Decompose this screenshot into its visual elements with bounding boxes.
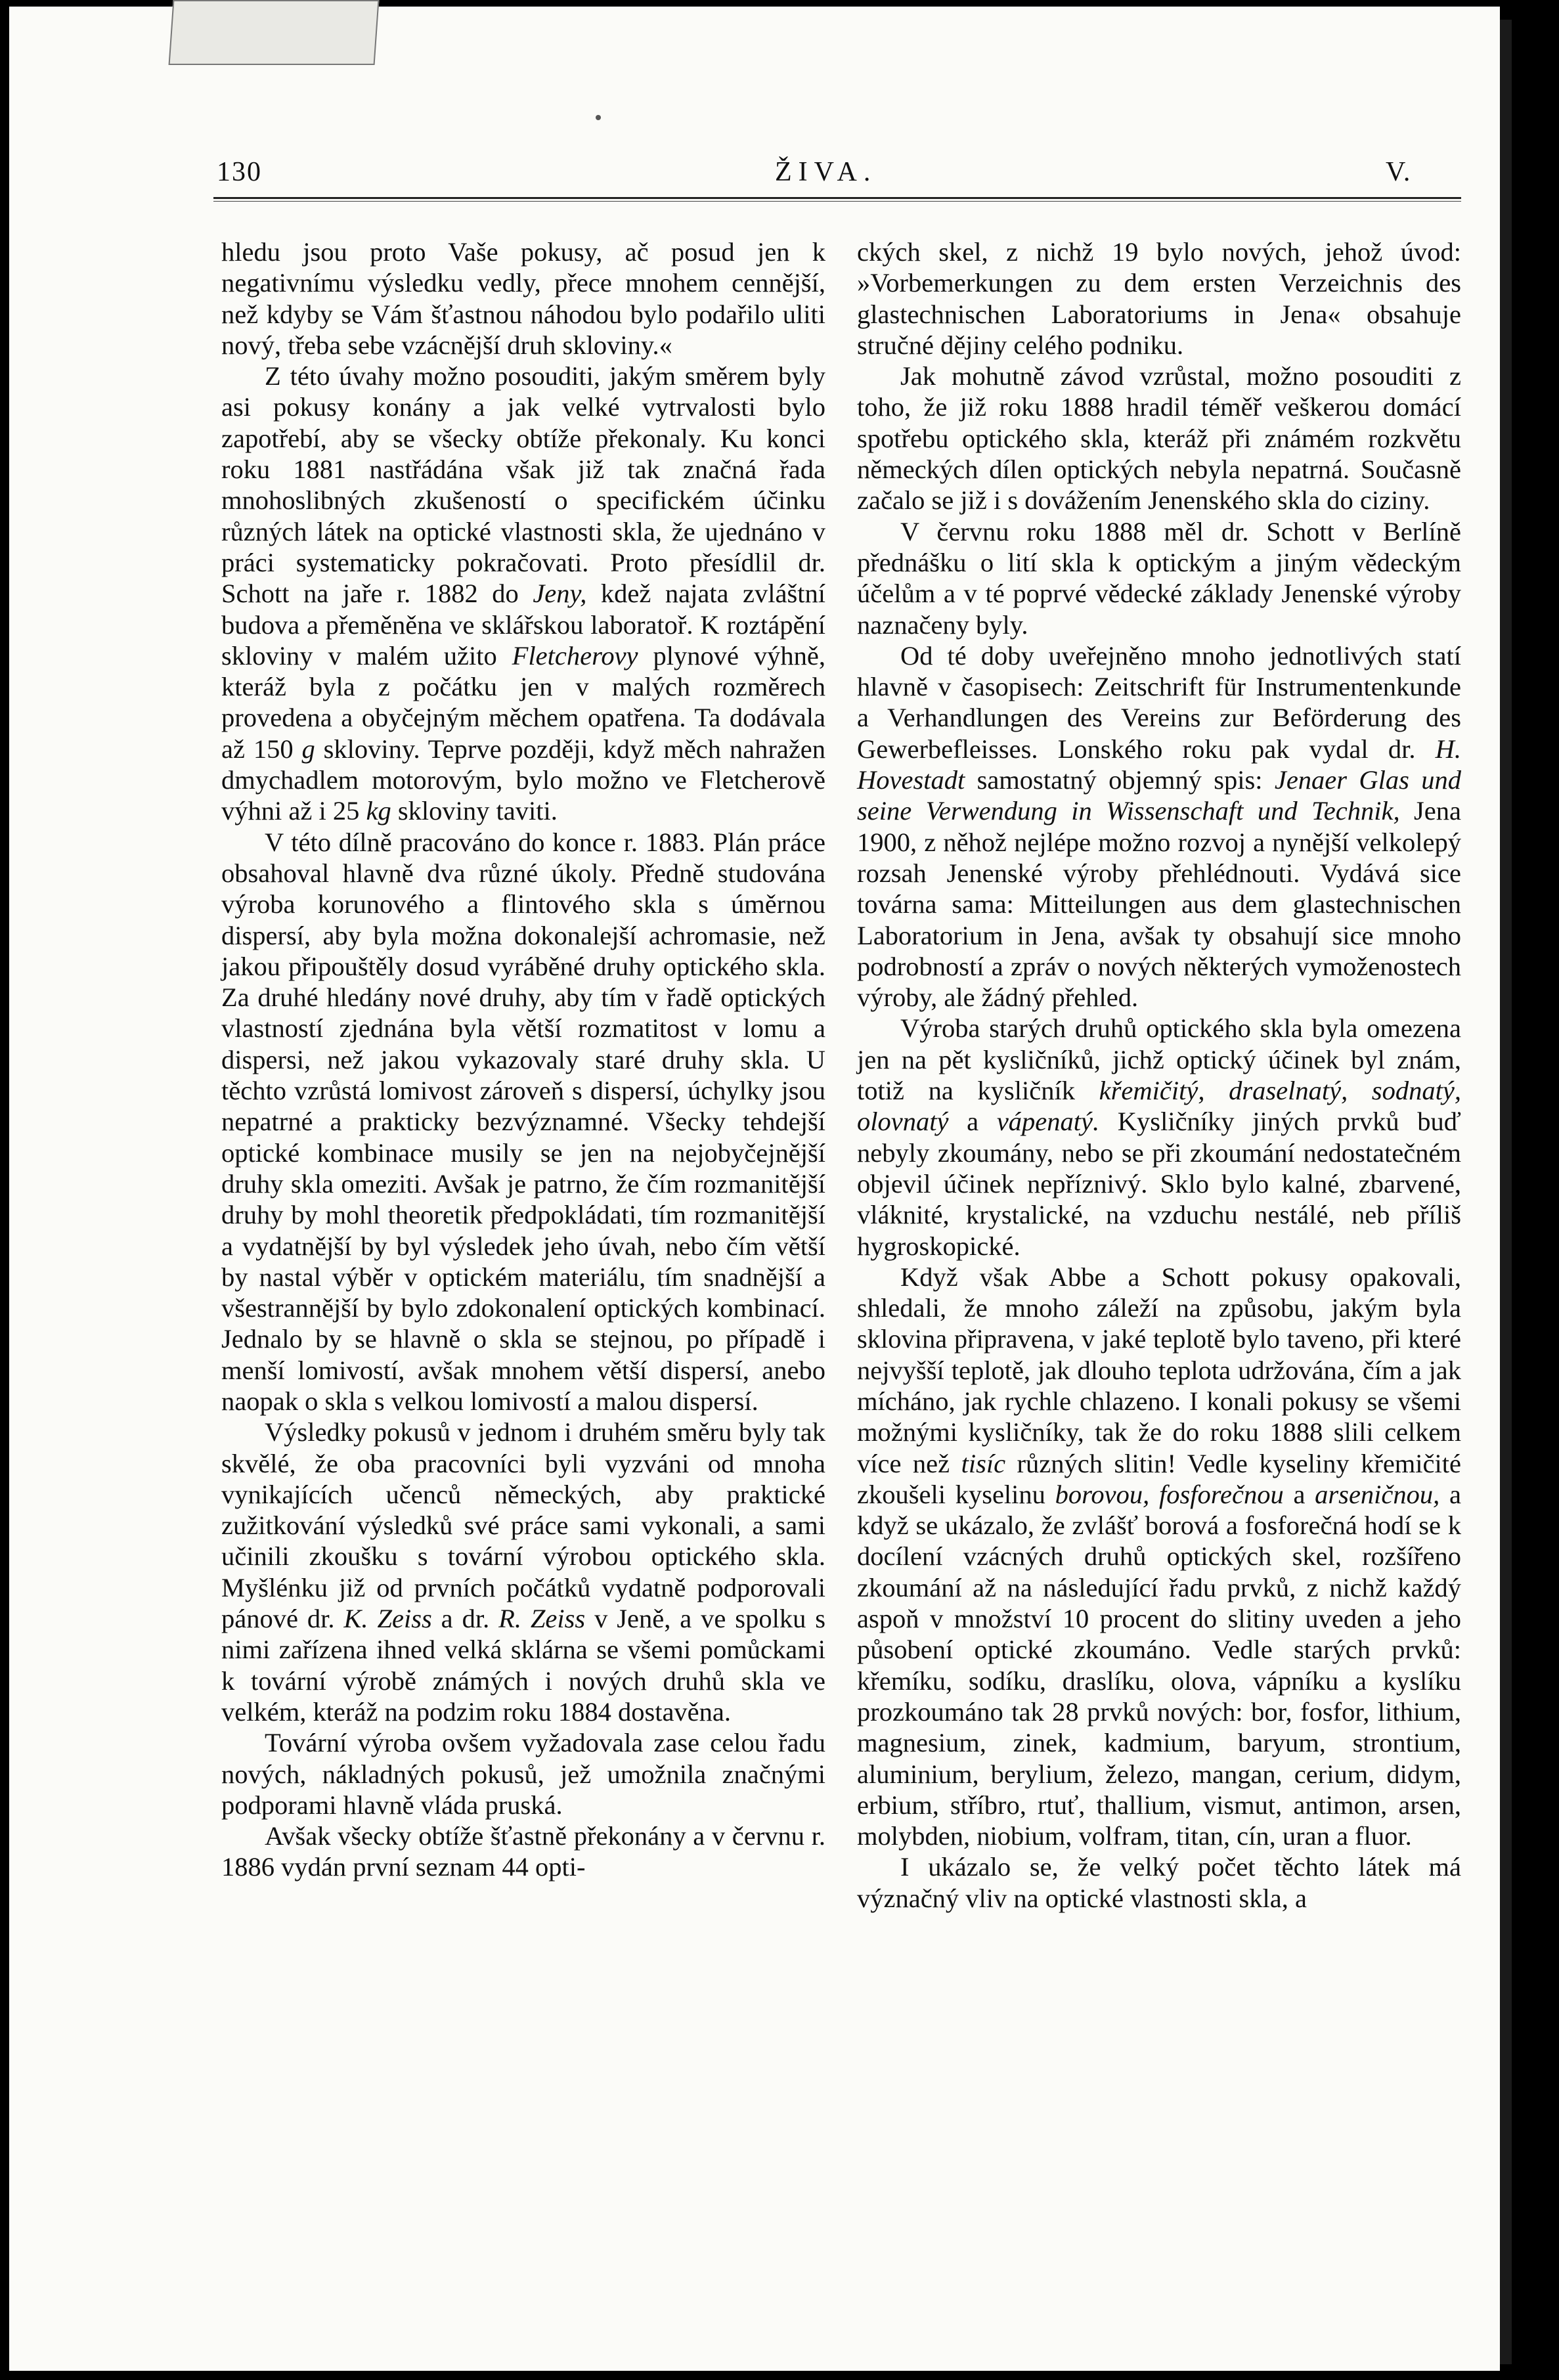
header-rule — [213, 197, 1461, 202]
italic-unit: kg — [366, 796, 391, 826]
italic-term: Fletcherovy — [512, 640, 638, 671]
paragraph: V této dílně pracováno do konce r. 1883. Plán práce obsahoval hlavně dva různé úkoly. Předně studována výroba korunového a flintového skla s úměrnou dispersí, aby byla možna dokonalejší achromasie, než jakou připouštěly dosud vyráběné druhy optického skla. Za druhé hledány nové druhy, aby tím v řadě optických vlastností zjednána byla větší rozmatitost v lomu a dispersi, než jakou vykazovaly staré druhy skla. U těchto vzrůstá lomivost zároveň s dispersí, úchylky jsou nepatrné a prakticky bezvýznamné. Všecky tehdejší optické kombinace musily se jen na nejobyčejnější druhy skla omeziti. Avšak je patrno, že čím rozmanitější druhy by mohl theoretik předpokládati, tím rozmanitější a vydatnější by byl výsledek jeho úvah, nebo čím větší by nastal výběr v optickém materiálu, tím snadnější a všestrannější by bylo zdokonalení optických kombinací. Jednalo by se hlavně o skla se stejnou, po případě i menší lomivostí, avšak mnohem větší dispersí, anebo naopak o skla s velkou lomivostí a malou dispersí. — [221, 827, 825, 1416]
italic-unit: g — [301, 734, 315, 764]
paragraph: I ukázalo se, že velký počet těchto látek má význačný vliv na optické vlastnosti skla, a — [857, 1852, 1461, 1913]
italic-name: H. Hovestadt — [857, 734, 1461, 795]
scan-speck — [596, 115, 601, 120]
italic-term: vápenatý. — [996, 1107, 1100, 1137]
left-column — [221, 236, 825, 1883]
paragraph: Výsledky pokusů v jednom i druhém směru byly tak skvělé, že oba pracovníci byli vyzváni od mnoha vynikajících učenců německých, aby praktické zužitkování výsledků své práce sami vykonali, a sami učinili zkoušku s tovární výrobou optického skla. Myšlénku již od prvních počátků vydatně podporovali pánové dr. K. Zeiss a dr. R. Zeiss v Jeně, a ve spolku s nimi zařízena ihned velká sklárna se všemi pomůckami k tovární výrobě známých i nových druhů skla ve velkém, kteráž na podzim roku 1884 dostavěna. — [221, 1417, 825, 1727]
paragraph: Avšak všecky obtíže šťastně překonány a v červnu r. 1886 vydán první seznam 44 opti- — [221, 1821, 825, 1882]
italic-term: borovou, fosforečnou — [1055, 1479, 1284, 1509]
paragraph: Jak mohutně závod vzrůstal, možno posouditi z toho, že již roku 1888 hradil téměř veškerou domácí spotřebu optického skla, kteráž při známém rozkvětu německých dílen optických nebyla nepatrná. Současně začalo se již i s dovážením Jenenského skla do ciziny. — [857, 361, 1461, 516]
italic-book-title: Jenaer Glas und seine Verwendung in Wissenschaft und Technik, — [857, 765, 1461, 826]
paragraph: Z této úvahy možno posouditi, jakým směrem byly asi pokusy konány a jak velké vytrvalosti bylo zapotřebí, aby se všecky obtíže překonaly. Ku konci roku 1881 nastřádána však již tak značná řada mnohoslibných zkušeností o specifickém účinku různých látek na optické vlastnosti skla, že ujednáno v práci systematicky pokračovati. Proto přesídlil dr. Schott na jaře r. 1882 do Jeny, kdež najata zvláštní budova a přeměněna ve sklářskou laboratoř. K roztápění skloviny v malém užito Fletcherovy plynové výhně, kteráž byla z počátku jen v malých rozměrech provedena a obyčejným měchem opatřena. Ta dodávala až 150 g skloviny. Teprve později, když měch nahražen dmychadlem motorovým, bylo možno ve Fletcherově výhni až i 25 kg skloviny taviti. — [221, 361, 826, 826]
italic-name: R. Zeiss — [498, 1604, 586, 1634]
right-column — [857, 236, 1461, 1914]
sheet-edge-shadow — [1500, 20, 1512, 2364]
paper-tab-scrap — [169, 0, 380, 65]
paragraph: Výroba starých druhů optického skla byla omezena jen na pět kysličníků, jichž optický účinek byl znám, totiž na kysličník křemičitý, draselnatý, sodnatý, olovnatý a vápenatý. Kysličníky jiných prvků buď nebyly zkoumány, nebo se při zkoumání nedostatečném objevil účinek nepříznivý. Sklo bylo kalné, zbarvené, vláknité, krystalické, na vzduchu nestálé, neb příliš hygroskopické. — [857, 1013, 1461, 1261]
italic-name: K. Zeiss — [343, 1604, 432, 1634]
page-number: 130 — [217, 157, 262, 187]
italic-term: arseničnou, — [1315, 1479, 1440, 1509]
paragraph: hledu jsou proto Vaše pokusy, ač posud jen k negativnímu výsledku vedly, přece mnohem cennější, než kdyby se Vám šťastnou náhodou bylo podařilo uliti nový, třeba sebe vzácnější druh skloviny.« — [221, 237, 825, 360]
italic-term: křemičitý, draselnatý, sodnatý, olovnatý — [857, 1076, 1461, 1137]
italic-term: Jeny, — [533, 579, 587, 609]
italic-term: tisíc — [961, 1448, 1006, 1478]
journal-title: ŽIVA. — [775, 157, 877, 187]
paragraph: ckých skel, z nichž 19 bylo nových, jehož úvod: »Vorbemerkungen zu dem ersten Verzeichnis des glastechnischen Laboratoriums in Jena« obsahuje stručné dějiny celého podniku. — [857, 237, 1461, 360]
paragraph: Od té doby uveřejněno mnoho jednotlivých statí hlavně v časopisech: Zeitschrift für Instrumentenkunde a Verhandlungen des Vereins zur Beförderung des Gewerbefleisses. Lonského roku pak vydal dr. H. Hovestadt samostatný objemný spis: Jenaer Glas und seine Verwendung in Wissenschaft und Technik, Jena 1900, z něhož nejlépe možno rozvoj a nynější velkolepý rozsah Jenenské výroby přehlédnouti. Vydává sice továrna sama: Mitteilungen aus dem glastechnischen Laboratorium in Jena, avšak ty obsahují sice mnoho podrobností a zpráv o nových některých vymoženostech výroby, ale žádný přehled. — [857, 640, 1461, 1013]
paragraph: V červnu roku 1888 měl dr. Schott v Berlíně přednášku o lití skla k optickým a jiným vědeckým účelům a v té poprvé vědecké základy Jenenské výroby naznačeny byly. — [857, 516, 1461, 640]
paragraph: Když však Abbe a Schott pokusy opakovali, shledali, že mnoho záleží na způsobu, jakým byla sklovina připravena, v jaké teplotě bylo taveno, při které nejvyšší teplotě, jak dlouho teplota udržována, čím a jak mícháno, jak rychle chlazeno. I konali pokusy se všemi možnými kysličníky, tak že do roku 1888 slili celkem více než tisíc různých slitin! Vedle kyseliny křemičité zkoušeli kyselinu borovou, fosforečnou a arseničnou, a když se ukázalo, že zvlášť borová a fosforečná hodí se k docílení vzácných druhů optických skel, rozšířeno zkoumání až na následující řadu prvků, z nichž každý aspoň v množství 10 procent do slitiny uveden a jeho působení optické zkoumáno. Vedle starých prvků: křemíku, sodíku, draslíku, olova, vápníku a kyslíku prozkoumáno tak 28 prvků nových: bor, fosfor, lithium, magnesium, zinek, kadmium, baryum, strontium, aluminium, berylium, železo, mangan, cerium, didym, erbium, stříbro, rtuť, thallium, vismut, antimon, arsen, molybden, niobium, volfram, titan, cín, uran a fluor. — [857, 1262, 1462, 1851]
paragraph: Tovární výroba ovšem vyžadovala zase celou řadu nových, nákladných pokusů, jež umožnila značnými podporami hlavně vláda pruská. — [221, 1728, 825, 1820]
volume-number: V. — [1386, 157, 1412, 187]
